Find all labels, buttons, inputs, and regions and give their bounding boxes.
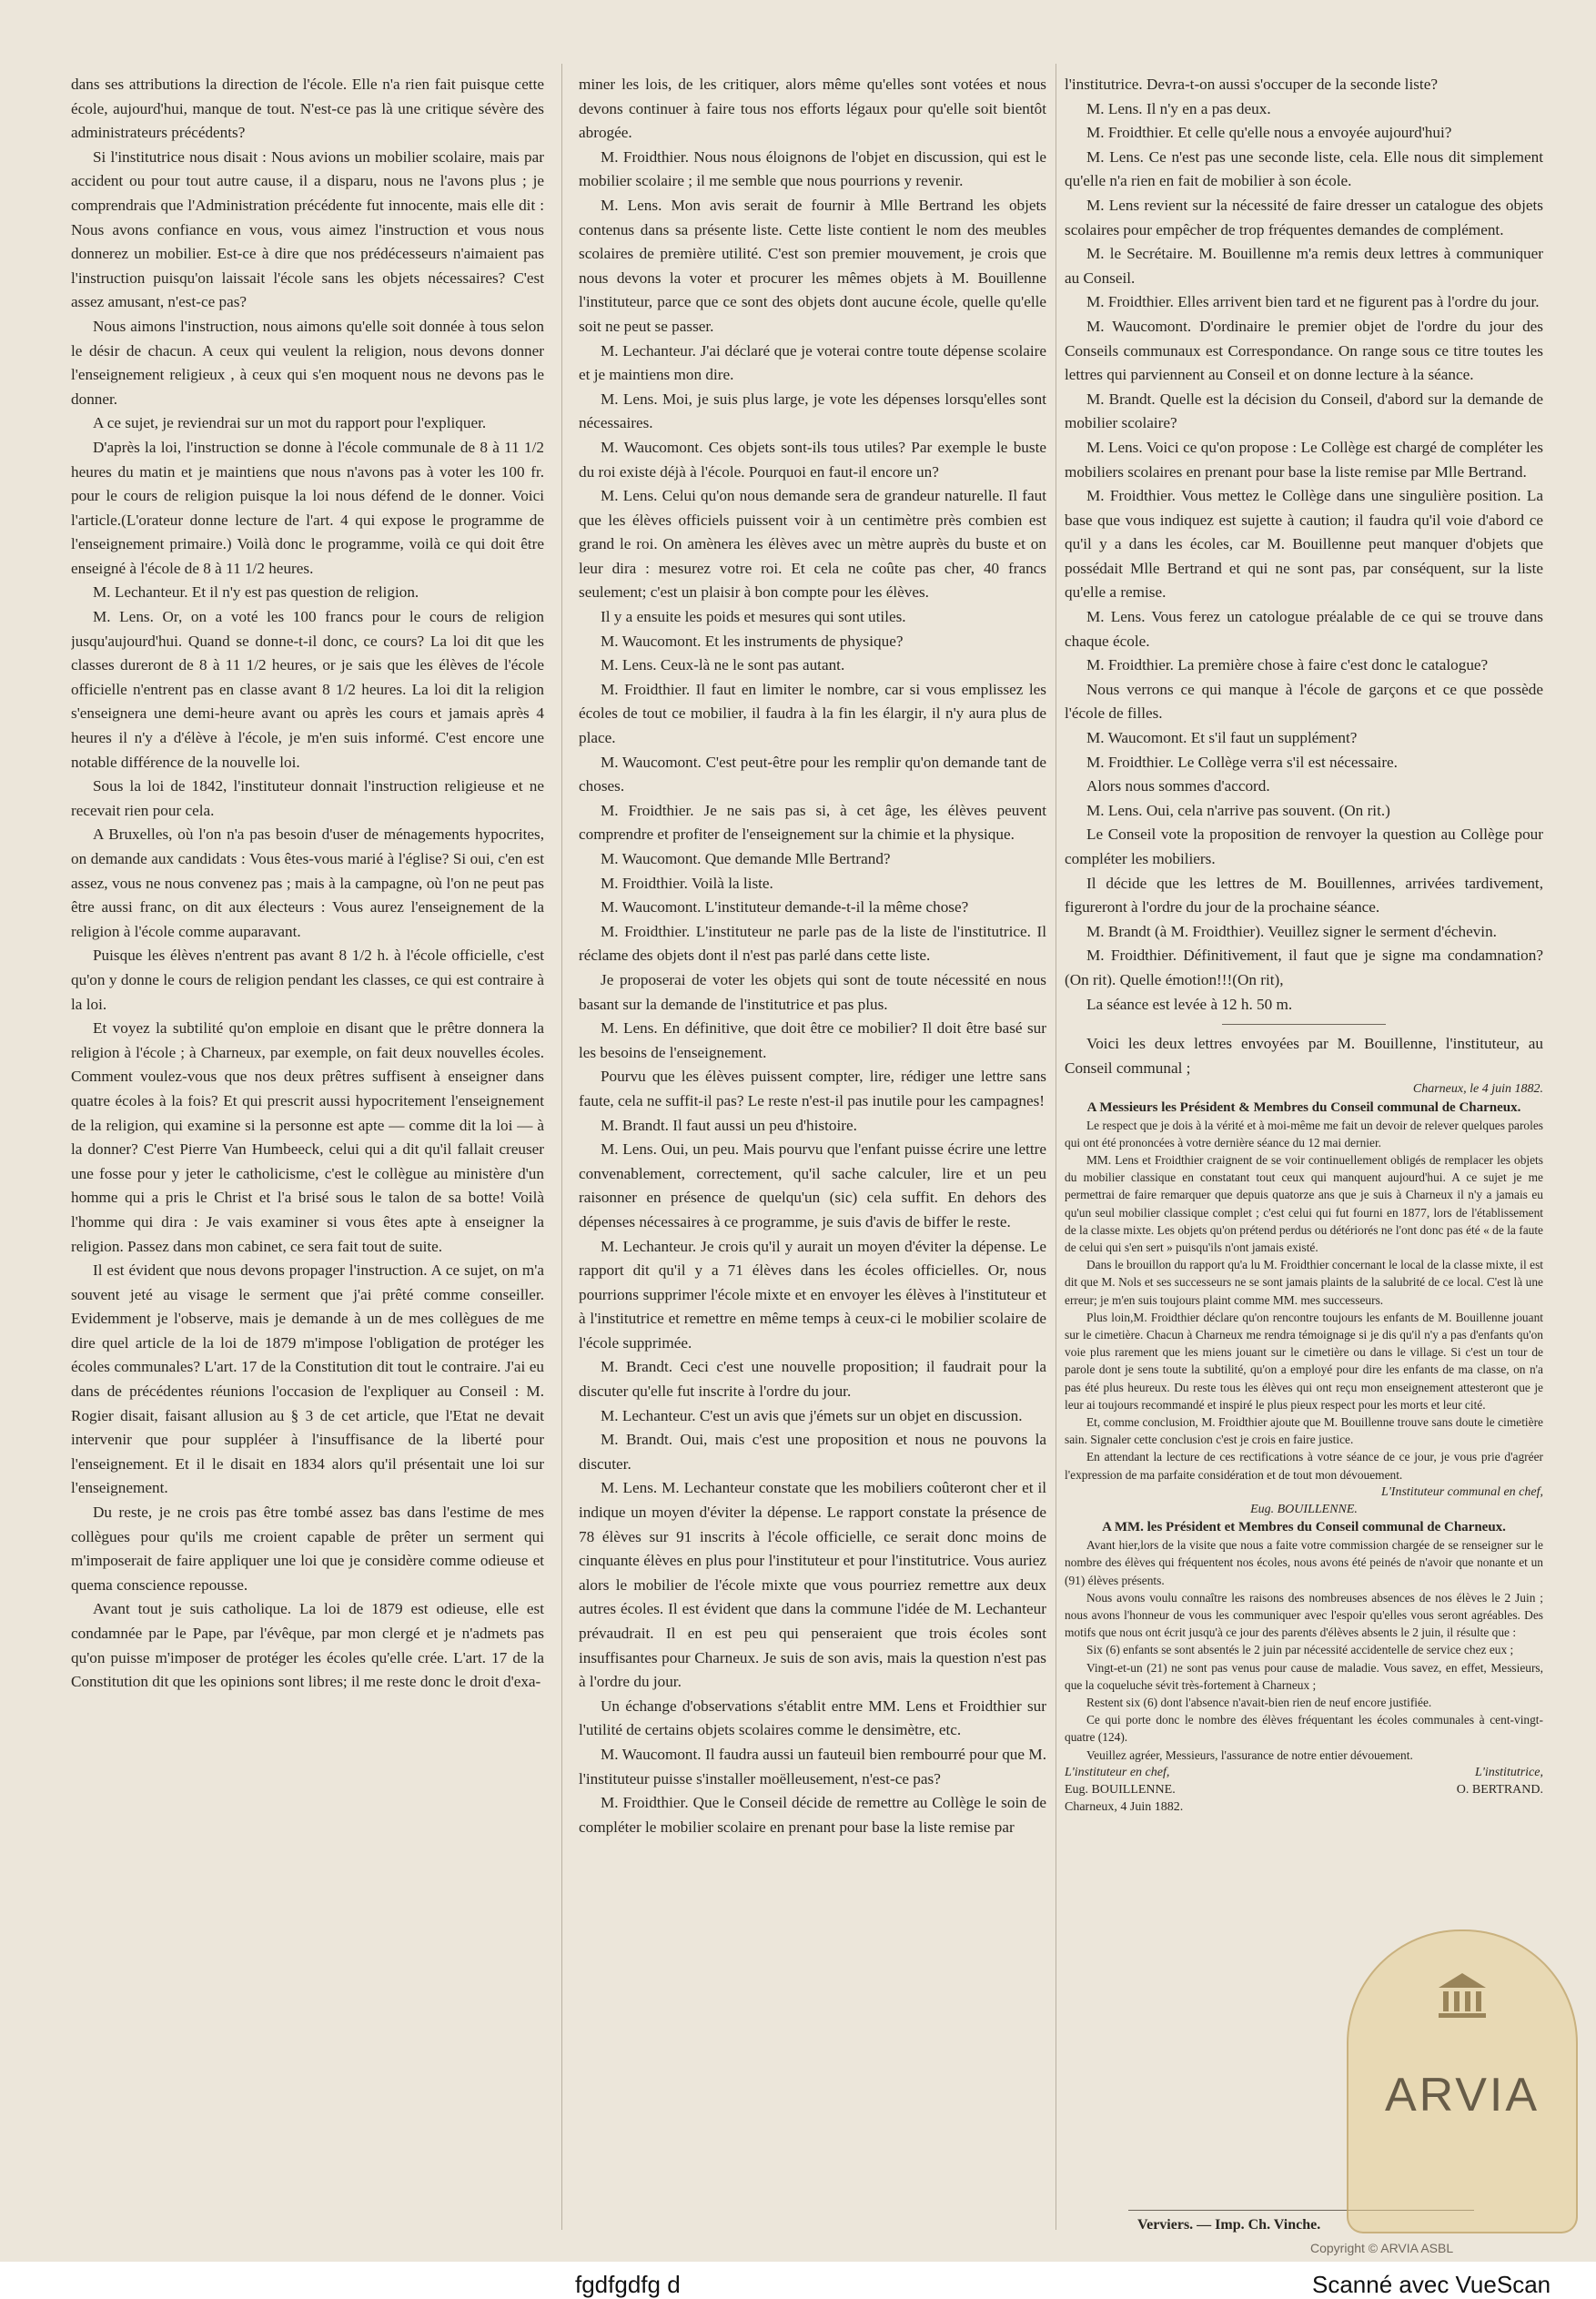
separator-rule (1222, 1024, 1386, 1025)
letter-heading: A Messieurs les Président & Membres du Conseil communal de Charneux. (1086, 1099, 1521, 1115)
paragraph: M. Brandt. Il faut aussi un peu d'histoire. (601, 1116, 857, 1134)
paragraph: M. Lechanteur. J'ai déclaré que je voterai contre toute dépense scolaire et je maintiens mon dire. (579, 341, 1046, 384)
paragraph: Il décide que les lettres de M. Bouillennes, arrivées tardivement, figureront à l'ordre du jour de la prochaine séance. (1065, 874, 1543, 917)
paragraph: Alors nous sommes d'accord. (1086, 777, 1270, 795)
paragraph: Le Conseil vote la proposition de renvoyer la question au Collège pour compléter les mobiliers. (1065, 825, 1543, 867)
letter-paragraph: MM. Lens et Froidthier craignent de se voir continuellement obligés de remplacer les objets du mobilier classique en constatant tout ceux qui manquent aujourd'hui. A ce sujet je me permettrai de faire remarquer que depuis quatorze ans que je suis à Charneux il n'y a jamais eu qu'un seul mobilier classique complet ; c'est celui qui fut fourni en 1877, lors de l'établissement de la classe mixte. Les objets qu'on prétend perdus ou détériorés ne l'ont donc pas été « de la faute de celui qui s'en sert » puisqu'ils n'ont jamais existé. (1065, 1152, 1543, 1254)
paragraph: M. Lens. M. Lechanteur constate que les mobiliers coûteront cher et il indique un moyen d'éviter la dépense. Le rapport constate la présence de 78 élèves sur 91 inscrits à l'école officielle, ce serait donc moins de cinquante élèves en plus pour l'instituteur et pour l'institutrice. Vous auriez alors le mobilier de l'école mixte que vous pourriez remettre aux deux autres écoles. Il est évident que dans la commune l'idée de M. Lechanteur prévaudrait. Il en est peu qui penseraient que trois écoles sont insuffisantes pour Charneux. Je suis de son avis, mais la question n'est pas à l'ordre du jour. (579, 1479, 1046, 1691)
paragraph: Pourvu que les élèves puissent compter, lire, rédiger une lettre sans faute, cela ne suffit-il pas? Le reste n'est-il pas inutile pour les campagnes! (579, 1068, 1046, 1109)
paragraph: M. Lens. Mon avis serait de fournir à Mlle Bertrand les objets contenus dans sa présente liste. Cette liste contient le nom des meubles scolaires de première utilité. C'est son premier mouvement, je crois que nous devons la voter et procurer les mêmes objets à M. Bouillenne l'instituteur, parce que ce sont des objets dont aucune école, quelle qu'elle soit ne peut se passer. (579, 196, 1046, 335)
paragraph: M. Froidthier. Il faut en limiter le nombre, car si vous emplissez les écoles de tout ce mobilier, il faudra à la fin les élargir, il n'y aura plus de place. (579, 680, 1046, 747)
paragraph: D'après la loi, l'instruction se donne à l'école communale de 8 à 11 1/2 heures du matin et je maintiens que nous n'avons pas à voter les 100 fr. pour le cours de religion puisque la loi nous défend de le donner. Voici l'article.(L'orateur donne lecture de l'art. 4 qui expose le programme de l'enseignement primaire.) Voilà donc le programme, voilà ce qui doit être enseigné à l'école de 8 à 11 1/2 heures. (71, 438, 544, 577)
paragraph: M. Froidthier. Je ne sais pas si, à cet âge, les élèves peuvent comprendre et profiter de l'enseignement sur la chimie et la physique. (579, 801, 1046, 844)
watermark-copyright: Copyright © ARVIA ASBL (1310, 2241, 1454, 2255)
signature-row (1065, 1764, 1543, 1781)
letter-paragraph: Dans le brouillon du rapport qu'a lu M. Froidthier concernant le local de la classe mixte, il est dit que M. Nols et ses successeurs ne se sont jamais plaints de la salubrité de ce local. C'est là une erreur; je m'en suis toujours plaint comme MM. mes successeurs. (1065, 1258, 1543, 1307)
paragraph: M. Lechanteur. Et il n'y est pas question de religion. (93, 583, 419, 602)
column-right (1065, 73, 1543, 2239)
arvia-watermark (1347, 1929, 1578, 2233)
letter-paragraph: Ce qui porte donc le nombre des élèves fréquentant les écoles communales à cent-vingt-quatre (124). (1065, 1713, 1543, 1745)
paragraph: M. Froidthier. Et celle qu'elle nous a envoyée aujourd'hui? (1086, 124, 1452, 142)
paragraph: M. Froidthier. La première chose à faire c'est donc le catalogue? (1086, 656, 1489, 674)
paragraph: La séance est levée à 12 h. 50 m. (1086, 995, 1293, 1013)
paragraph: M. Froidthier. Vous mettez le Collège dans une singulière position. La base que vous indiquez est sujette à caution; il faudra qu'il voie d'abord ce qu'il y a dans les écoles, car M. Bouillenne peut manquer d'objets que possédait Mlle Bertrand et qui ne sont pas, par conséquent, sur la liste qu'elle a remise. (1065, 487, 1543, 602)
paragraph: M. Lens. Vous ferez un catologue préalable de ce qui se trouve dans chaque école. (1065, 608, 1543, 650)
letter-paragraph: Avant hier,lors de la visite que nous a faite votre commission chargée de se renseigner sur le nombre des élèves qui fréquentent nos écoles, nous avons été peinés de n'avoir que nonante et un (91) élèves présents. (1065, 1538, 1543, 1587)
paragraph: A Bruxelles, où l'on n'a pas besoin d'user de ménagements hypocrites, on demande aux candidats : Vous êtes-vous marié à l'église? Si oui, c'en est assez, vous ne nous convenez pas ; mais à la campagne, où l'on ne peut pas être aussi franc, on dit aux électeurs : Vous aurez l'enseignement de la religion à l'école comme auparavant. (71, 825, 544, 940)
letter-date: Charneux, le 4 juin 1882. (1412, 1082, 1543, 1097)
letter-2 (1065, 1518, 1543, 1816)
paragraph: Je proposerai de voter les objets qui sont de toute nécessité en nous basant sur la demande de l'institutrice et pas plus. (579, 970, 1046, 1013)
paragraph: M. Lens. Voici ce qu'on propose : Le Collège est chargé de compléter les mobiliers scolaires en prenant pour base la liste remise par Mlle Bertrand. (1065, 438, 1543, 481)
paragraph: M. Waucomont. Et les instruments de physique? (601, 632, 904, 650)
paragraph: Nous aimons l'instruction, nous aimons qu'elle soit donnée à tous selon le désir de chacun. A ceux qui veulent la religion, nous devons donner l'enseignement religieux , à ceux qui s'en moquent nous ne devons pas le donner. (71, 317, 544, 408)
paragraph: M. Froidthier. Que le Conseil décide de remettre au Collège le soin de compléter le mobilier scolaire en prenant pour base la liste remise par (579, 1794, 1046, 1836)
paragraph: Puisque les élèves n'entrent pas avant 8 1/2 h. à l'école officielle, c'est qu'on y donne le cours de religion pendant les classes, ce qui est contraire à la loi. (71, 947, 544, 1013)
paragraph: M. Lens. Ceux-là ne le sont pas autant. (601, 656, 845, 674)
paragraph: M. Lens. Ce n'est pas une seconde liste, cela. Elle nous dit simplement qu'elle n'a rien en fait de mobilier à son école. (1065, 147, 1543, 190)
printer-imprint: Verviers. — Imp. Ch. Vinche. (1137, 2217, 1321, 2233)
signature-left-title: L'instituteur en chef, (1065, 1765, 1170, 1779)
paragraph: M. Waucomont. D'ordinaire le premier objet de l'ordre du jour des Conseils communaux est Correspondance. On range sous ce titre toutes les lettres qui parviennent au Conseil et on donne lecture à la séance. (1065, 317, 1543, 384)
caption-bar (0, 2271, 1596, 2299)
paragraph: M. Lens revient sur la nécessité de faire dresser un catalogue des objets scolaires pour empêcher de trop fréquentes demandes de complément. (1065, 196, 1543, 238)
paragraph: M. Brandt. Quelle est la décision du Conseil, d'abord sur la demande de mobilier scolaire? (1065, 390, 1543, 432)
letter-paragraph: Restent six (6) dont l'absence n'avait-bien rien de neuf encore justifiée. (1086, 1696, 1432, 1710)
paragraph: M. Froidthier. Voilà la liste. (601, 874, 773, 892)
paragraph: M. Lens. Oui, cela n'arrive pas souvent. (On rit.) (1086, 801, 1390, 819)
letter-paragraph: Six (6) enfants se sont absentés le 2 juin par nécessité accidentelle de service chez eux ; (1086, 1643, 1514, 1657)
column-rule (561, 64, 562, 2230)
paragraph: M. Froidthier. Le Collège verra s'il est nécessaire. (1086, 753, 1398, 771)
paragraph: M. Waucomont. Et s'il faut un supplément? (1086, 729, 1358, 747)
paragraph: M. Lens. Celui qu'on nous demande sera de grandeur naturelle. Il faut que les élèves officiels puissent voir à un centimètre près combien est grand le roi. On amènera les élèves avec un mètre auprès du buste et on leur dira : mesurez votre roi. Et cela ne coûte pas cher, 40 francs seulement; c'est un plaisir à bon compte pour les élèves. (579, 487, 1046, 602)
paragraph: M. Lechanteur. Je crois qu'il y aurait un moyen d'éviter la dépense. Le rapport dit qu'il y a 71 élèves dans les écoles officielles. Or, nous pourrions supprimer l'école mixte et en envoyer les élèves à l'instituteur et à l'institutrice et remettre en même temps à ceux-ci le mobilier scolaire de l'école supprimée. (579, 1237, 1046, 1352)
letter-heading: A MM. les Président et Membres du Conseil communal de Charneux. (1102, 1520, 1506, 1535)
paragraph: M. le Secrétaire. M. Bouillenne m'a remis deux lettres à communiquer au Conseil. (1065, 245, 1543, 287)
signature-title: L'Instituteur communal en chef, (1381, 1484, 1543, 1499)
paragraph: Avant tout je suis catholique. La loi de 1879 est odieuse, elle est condamnée par le Pape, par l'évêque, par mon clergé et je n'admets pas qu'on puisse m'imposer de protéger les écoles qu'elle crée. L'art. 17 de la Constitution dit que les opinions sont libres; il me reste donc le droit d'exa- (71, 1600, 544, 1691)
watermark-text: ARVIA (1384, 2069, 1540, 2122)
signature-left-name: Eug. BOUILLENNE. (1065, 1782, 1176, 1797)
paragraph: M. Brandt. Oui, mais c'est une proposition et nous ne pouvons la discuter. (579, 1431, 1046, 1473)
signature-right-title: L'institutrice, (1475, 1765, 1543, 1779)
column-left (71, 73, 544, 2239)
paragraph: M. Waucomont. C'est peut-être pour les remplir qu'on demande tant de choses. (579, 753, 1046, 795)
paragraph: Sous la loi de 1842, l'instituteur donnait l'instruction religieuse et ne recevait rien pour cela. (71, 777, 544, 819)
paragraph: M. Brandt (à M. Froidthier). Veuillez signer le serment d'échevin. (1086, 922, 1497, 940)
letter-paragraph: Et, comme conclusion, M. Froidthier ajoute que M. Bouillenne trouve sans doute le cimetière sain. Signaler cette conclusion c'est je crois en faire justice. (1065, 1415, 1543, 1447)
paragraph: M. Lens. Il n'y en a pas deux. (1086, 99, 1271, 117)
paragraph: M. Froidthier. Elles arrivent bien tard et ne figurent pas à l'ordre du jour. (1086, 293, 1540, 311)
paragraph: M. Lens. Moi, je suis plus large, je vote les dépenses lorsqu'elles sont nécessaires. (579, 390, 1046, 432)
letter-1 (1065, 1080, 1543, 1518)
paragraph: M. Froidthier. Nous nous éloignons de l'objet en discussion, qui est le mobilier scolaire ; il me semble que nous pourrions y revenir. (579, 147, 1046, 190)
paragraph: l'institutrice. Devra-t-on aussi s'occuper de la seconde liste? (1065, 76, 1438, 93)
paragraph: miner les lois, de les critiquer, alors même qu'elles sont votées et nous devons continuer à faire tous nos efforts légaux pour qu'elle soit bientôt abrogée. (579, 76, 1046, 142)
paragraph: A ce sujet, je reviendrai sur un mot du rapport pour l'expliquer. (93, 414, 487, 432)
signature-right-name: O. BERTRAND. (1456, 1782, 1543, 1797)
column-middle (579, 73, 1046, 2239)
paragraph: Du reste, je ne crois pas être tombé assez bas dans l'estime de mes collègues pour qu'ils me croient capable de prêter un serment qui m'imposerait de faire appliquer une loi que je considère comme odieuse et quema conscience repousse. (71, 1504, 544, 1594)
letter-paragraph: Plus loin,M. Froidthier déclare qu'on rencontre toujours les enfants de M. Bouillenne jouant sur le cimetière. Chacun à Charneux me rendra témoignage si je dis qu'il n'y a pas d'enfants qu'on voie plus rarement que les miens jouant sur le cimetière ou dans le village. Si c'est un tour de parole dont je sens toute la subtilité, qu'on a employé pour dire les enfants de ma classe, on n'a pas été plus heureux. Du reste tous les élèves qui ont reçu mon enseignement attesteront que je leur ai toujours recommandé et inspiré le plus pieux respect pour les morts et leur cité. (1065, 1310, 1543, 1412)
paragraph: M. Lens. Oui, un peu. Mais pourvu que l'enfant puisse écrire une lettre convenablement, correctement, qu'il sache calculer, lire et un peu raisonner en présence de quelqu'un (sic) cela suffit. En dehors des dépenses nécessaires à ce programme, je suis d'avis de biffer le reste. (579, 1140, 1046, 1231)
paragraph: M. Lens. En définitive, que doit être ce mobilier? Il doit être basé sur les besoins de l'enseignement. (579, 1019, 1046, 1061)
paragraph: M. Waucomont. Il faudra aussi un fauteuil bien rembourré pour que M. l'instituteur puisse s'installer moëlleusement, n'est-ce pas? (579, 1745, 1046, 1788)
paragraph: dans ses attributions la direction de l'école. Elle n'a rien fait puisque cette école, aujourd'hui, manque de tout. N'est-ce pas là une critique sévère des administrateurs précédents? (71, 76, 544, 142)
caption-right: Scanné avec VueScan (1312, 2271, 1551, 2298)
letter-paragraph: Vingt-et-un (21) ne sont pas venus pour cause de maladie. Vous savez, en effet, Messieurs, que la coqueluche sévit très-fortement à Charneux ; (1065, 1660, 1543, 1692)
signature-row (1065, 1781, 1543, 1798)
paragraph: M. Waucomont. L'instituteur demande-t-il la même chose? (601, 898, 969, 917)
letter-date-row (1065, 1798, 1543, 1816)
letter-date: Charneux, 4 Juin 1882. (1065, 1799, 1184, 1814)
caption-left: fgdfgdfg d (575, 2271, 681, 2298)
paragraph: Et voyez la subtilité qu'on emploie en disant que le prêtre donnera la religion à l'école ; à Charneux, par exemple, on fait deux nouvelles écoles. Comment voulez-vous que nos deux prêtres suffisent à enseigner dans quatre écoles à la fois? Et qui prescrit aussi hypocritement l'enseignement de la religion, qui examine si la personne est apte — comme dit la loi — à la donner? C'est Pierre Van Humbeeck, celui qui a dit qu'il fallait creuser une fosse pour y jeter le catholicisme, c'est le collègue au ministère d'un homme qui a pris le Christ et l'a brisé sous le talon de sa botte! Voilà l'homme qui dira : Je vais examiner si vous êtes apte à enseigner la religion. Passez dans mon cabinet, ce sera fait tout de suite. (71, 1019, 544, 1255)
signature-name: Eug. BOUILLENNE. (1250, 1503, 1358, 1517)
paragraph: M. Lens. Or, on a voté les 100 francs pour le cours de religion jusqu'aujourd'hui. Quand se donne-t-il donc, ce cours? La loi dit que les classes dureront de 8 à 11 1/2 heures, or je sais que les élèves de l'école officielle n'entrent pas en classe avant 8 1/2 heures. La loi dit la religion s'enseignera une demi-heure avant ou après les cours et jamais après 4 heures il n'y a d'élève à l'école, je m'en suis informé. C'est encore une notable différence de la nouvelle loi. (71, 608, 544, 771)
letter-paragraph: En attendant la lecture de ces rectifications à votre séance de ce jour, je vous prie d'agréer l'expression de ma parfaite considération et de tout mon dévouement. (1065, 1450, 1543, 1482)
paragraph: M. Brandt. Ceci c'est une nouvelle proposition; il faudrait pour la discuter qu'elle fut inscrite à l'ordre du jour. (579, 1358, 1046, 1401)
paragraph: M. Lechanteur. C'est un avis que j'émets sur un objet en discussion. (601, 1406, 1023, 1424)
paragraph: Si l'institutrice nous disait : Nous avions un mobilier scolaire, mais par accident ou pour tout autre cause, il a disparu, nous ne l'avons plus ; je comprendrais que l'Administration précédente fut innocente, mais elle dit : Nous avons confiance en vous, vous aimez l'instruction et vous nous donnerez un mobilier. Est-ce à dire que nos prédécesseurs n'aimaient pas l'instruction puisqu'on laissait l'école sans les objets nécessaires? C'est assez amusant, n'est-ce pas? (71, 147, 544, 311)
letters-intro: Voici les deux lettres envoyées par M. Bouillenne, l'instituteur, au Conseil communal ; (1065, 1035, 1543, 1077)
paragraph: Nous verrons ce qui manque à l'école de garçons et ce que possède l'école de filles. (1065, 680, 1543, 723)
paragraph: M. Waucomont. Que demande Mlle Bertrand? (601, 850, 891, 867)
paragraph: M. Waucomont. Ces objets sont-ils tous utiles? Par exemple le buste du roi existe déjà à l'école. Pourquoi en faut-il encore un? (579, 438, 1046, 481)
paragraph: M. Froidthier. L'instituteur ne parle pas de la liste de l'institutrice. Il réclame des objets dont il n'est pas parlé dans cette liste. (579, 922, 1046, 965)
paragraph: Il y a ensuite les poids et mesures qui sont utiles. (601, 608, 906, 626)
letter-paragraph: Veuillez agréer, Messieurs, l'assurance de notre entier dévouement. (1086, 1747, 1413, 1762)
paragraph: M. Froidthier. Définitivement, il faut que je signe ma condamnation? (On rit). Quelle émotion!!!(On rit), (1065, 947, 1543, 988)
building-icon (1435, 1968, 1490, 2022)
paragraph: Il est évident que nous devons propager l'instruction. A ce sujet, on m'a souvent jeté au visage le serment que j'ai prêté comme conseiller. Evidemment je l'observe, mais je demande à un de mes collègues de me dire quel article de la loi de 1879 m'impose l'obligation de protéger les écoles communales? L'art. 17 de la Constitution dit tout le contraire. J'ai eu dans de précédentes réunions l'occasion de l'expliquer au Conseil : M. Rogier disait, faisant allusion au § 3 de cet article, que l'Etat ne devait intervenir que pour suppléer à l'insuffisance de la liberté pour l'enseignement. Et il le disait en 1834 alors qu'il présentait une loi sur l'enseignement. (71, 1261, 544, 1497)
letter-paragraph: Nous avons voulu connaître les raisons des nombreuses absences de nos élèves le 2 Juin ; nous avons l'honneur de vous les communiquer avec l'espoir qu'elles vous seront agréables. Des motifs que nous ont écrit jusqu'à ce jour des parents d'élèves absents le 2 juin, il résulte que : (1065, 1590, 1543, 1640)
paragraph: Un échange d'observations s'établit entre MM. Lens et Froidthier sur l'utilité de certains objets scolaires comme le densimètre, etc. (579, 1696, 1046, 1739)
letter-paragraph: Le respect que je dois à la vérité et à moi-même me fait un devoir de relever quelques paroles qui ont été prononcées à votre dernière séance du 12 mai dernier. (1065, 1118, 1543, 1150)
